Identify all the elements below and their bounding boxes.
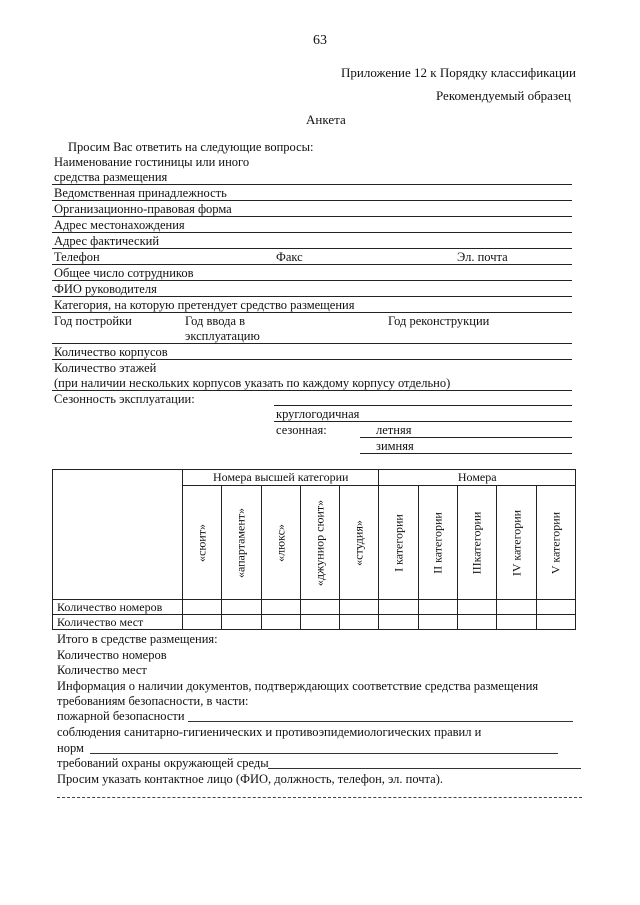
page-number: 63 <box>313 33 327 48</box>
row-label: Количество номеров <box>53 600 183 615</box>
winter-line <box>360 453 572 454</box>
table-cell[interactable] <box>340 600 379 615</box>
year-commissioned-label-2: эксплуатацию <box>185 329 260 343</box>
contact-request: Просим указать контактное лицо (ФИО, должность, телефон, эл. почта). <box>57 772 444 786</box>
table-row <box>53 600 576 615</box>
sanitary-blank[interactable] <box>90 753 558 754</box>
buildings-line <box>52 359 572 360</box>
fax-label: Факс <box>276 250 303 264</box>
address-location-line <box>52 232 572 233</box>
table-cell[interactable] <box>222 615 261 630</box>
column-header: «сюит» <box>183 486 222 600</box>
table-cell[interactable] <box>497 615 536 630</box>
hotel-name-line <box>52 184 572 185</box>
seasonality-label: Сезонность эксплуатации: <box>54 392 195 406</box>
table-cell[interactable] <box>340 615 379 630</box>
year-round-line <box>274 421 572 422</box>
year-round-option: круглогодичная <box>276 407 360 421</box>
row-label: Количество мест <box>53 615 183 630</box>
floors-note: (при наличии нескольких корпусов указать по каждому корпусу отдельно) <box>54 376 451 390</box>
environment-blank[interactable] <box>268 768 581 769</box>
fire-safety-label: пожарной безопасности <box>57 709 185 723</box>
summer-line <box>360 437 572 438</box>
totals-heading: Итого в средстве размещения: <box>57 632 218 646</box>
director-line <box>52 296 572 297</box>
rooms-table <box>52 469 576 630</box>
department-line <box>52 200 572 201</box>
legal-form-label: Организационно-правовая форма <box>54 202 232 216</box>
table-cell[interactable] <box>222 600 261 615</box>
table-cell[interactable] <box>418 615 457 630</box>
season-top-line <box>274 405 572 406</box>
legal-form-line <box>52 216 572 217</box>
sample-note: Рекомендуемый образец <box>436 88 571 103</box>
table-cell[interactable] <box>497 600 536 615</box>
column-header: I категории <box>379 486 418 600</box>
table-cell[interactable] <box>458 600 497 615</box>
year-reconstruction-label: Год реконструкции <box>388 314 490 328</box>
hotel-name-label-2: средства размещения <box>54 170 168 184</box>
summer-option: летняя <box>376 423 412 437</box>
docs-info: Информация о наличии документов, подтверждающих соответствие средства размещения <box>57 679 539 693</box>
table-corner-cell <box>53 470 183 600</box>
column-header: II категории <box>418 486 457 600</box>
environment-label: требований охраны окружающей среды <box>57 756 269 770</box>
totals-places: Количество мест <box>57 663 147 677</box>
column-header: «джуниор сюит» <box>300 486 339 600</box>
table-cell[interactable] <box>418 600 457 615</box>
floors-line <box>52 390 572 391</box>
phone-line <box>52 264 572 265</box>
table-cell[interactable] <box>300 600 339 615</box>
sanitary-label: соблюдения санитарно-гигиенических и противоэпидемиологических правил и <box>57 725 482 739</box>
fire-safety-blank[interactable] <box>188 721 573 722</box>
document-title: Анкета <box>306 112 346 127</box>
group-rooms: Номера <box>379 470 576 486</box>
director-label: ФИО руководителя <box>54 282 157 296</box>
column-header: IIIкатегории <box>458 486 497 600</box>
table-cell[interactable] <box>458 615 497 630</box>
address-location-label: Адрес местонахождения <box>54 218 185 232</box>
totals-rooms: Количество номеров <box>57 648 167 662</box>
column-header: V категории <box>536 486 575 600</box>
year-built-label: Год постройки <box>54 314 132 328</box>
phone-label: Телефон <box>54 250 100 264</box>
category-line <box>52 312 572 313</box>
table-cell[interactable] <box>183 600 222 615</box>
table-cell[interactable] <box>379 615 418 630</box>
floors-label: Количество этажей <box>54 361 157 375</box>
address-actual-label: Адрес фактический <box>54 234 160 248</box>
docs-info-2: требованиям безопасности, в части: <box>57 694 249 708</box>
staff-count-label: Общее число сотрудников <box>54 266 194 280</box>
table-cell[interactable] <box>183 615 222 630</box>
column-header: IV категории <box>497 486 536 600</box>
year-line <box>52 343 572 344</box>
address-actual-line <box>52 248 572 249</box>
table-cell[interactable] <box>536 600 575 615</box>
winter-option: зимняя <box>376 439 414 453</box>
column-header: «студия» <box>340 486 379 600</box>
group-high-category: Номера высшей категории <box>183 470 379 486</box>
category-label: Категория, на которую претендует средство размещения <box>54 298 355 312</box>
column-header: «люкс» <box>261 486 300 600</box>
hotel-name-label: Наименование гостиницы или иного <box>54 155 250 169</box>
table-cell[interactable] <box>261 615 300 630</box>
table-row <box>53 615 576 630</box>
staff-count-line <box>52 280 572 281</box>
seasonal-label: сезонная: <box>276 423 327 437</box>
column-header: «апартамент» <box>222 486 261 600</box>
department-label: Ведомственная принадлежность <box>54 186 227 200</box>
contact-blank[interactable] <box>57 797 582 798</box>
appendix-note: Приложение 12 к Порядку классификации <box>341 65 576 80</box>
table-cell[interactable] <box>261 600 300 615</box>
buildings-label: Количество корпусов <box>54 345 168 359</box>
table-cell[interactable] <box>300 615 339 630</box>
table-cell[interactable] <box>379 600 418 615</box>
intro-text: Просим Вас ответить на следующие вопросы: <box>68 140 314 154</box>
email-label: Эл. почта <box>457 250 508 264</box>
sanitary-label-2: норм <box>57 741 84 755</box>
year-commissioned-label: Год ввода в <box>185 314 246 328</box>
table-cell[interactable] <box>536 615 575 630</box>
